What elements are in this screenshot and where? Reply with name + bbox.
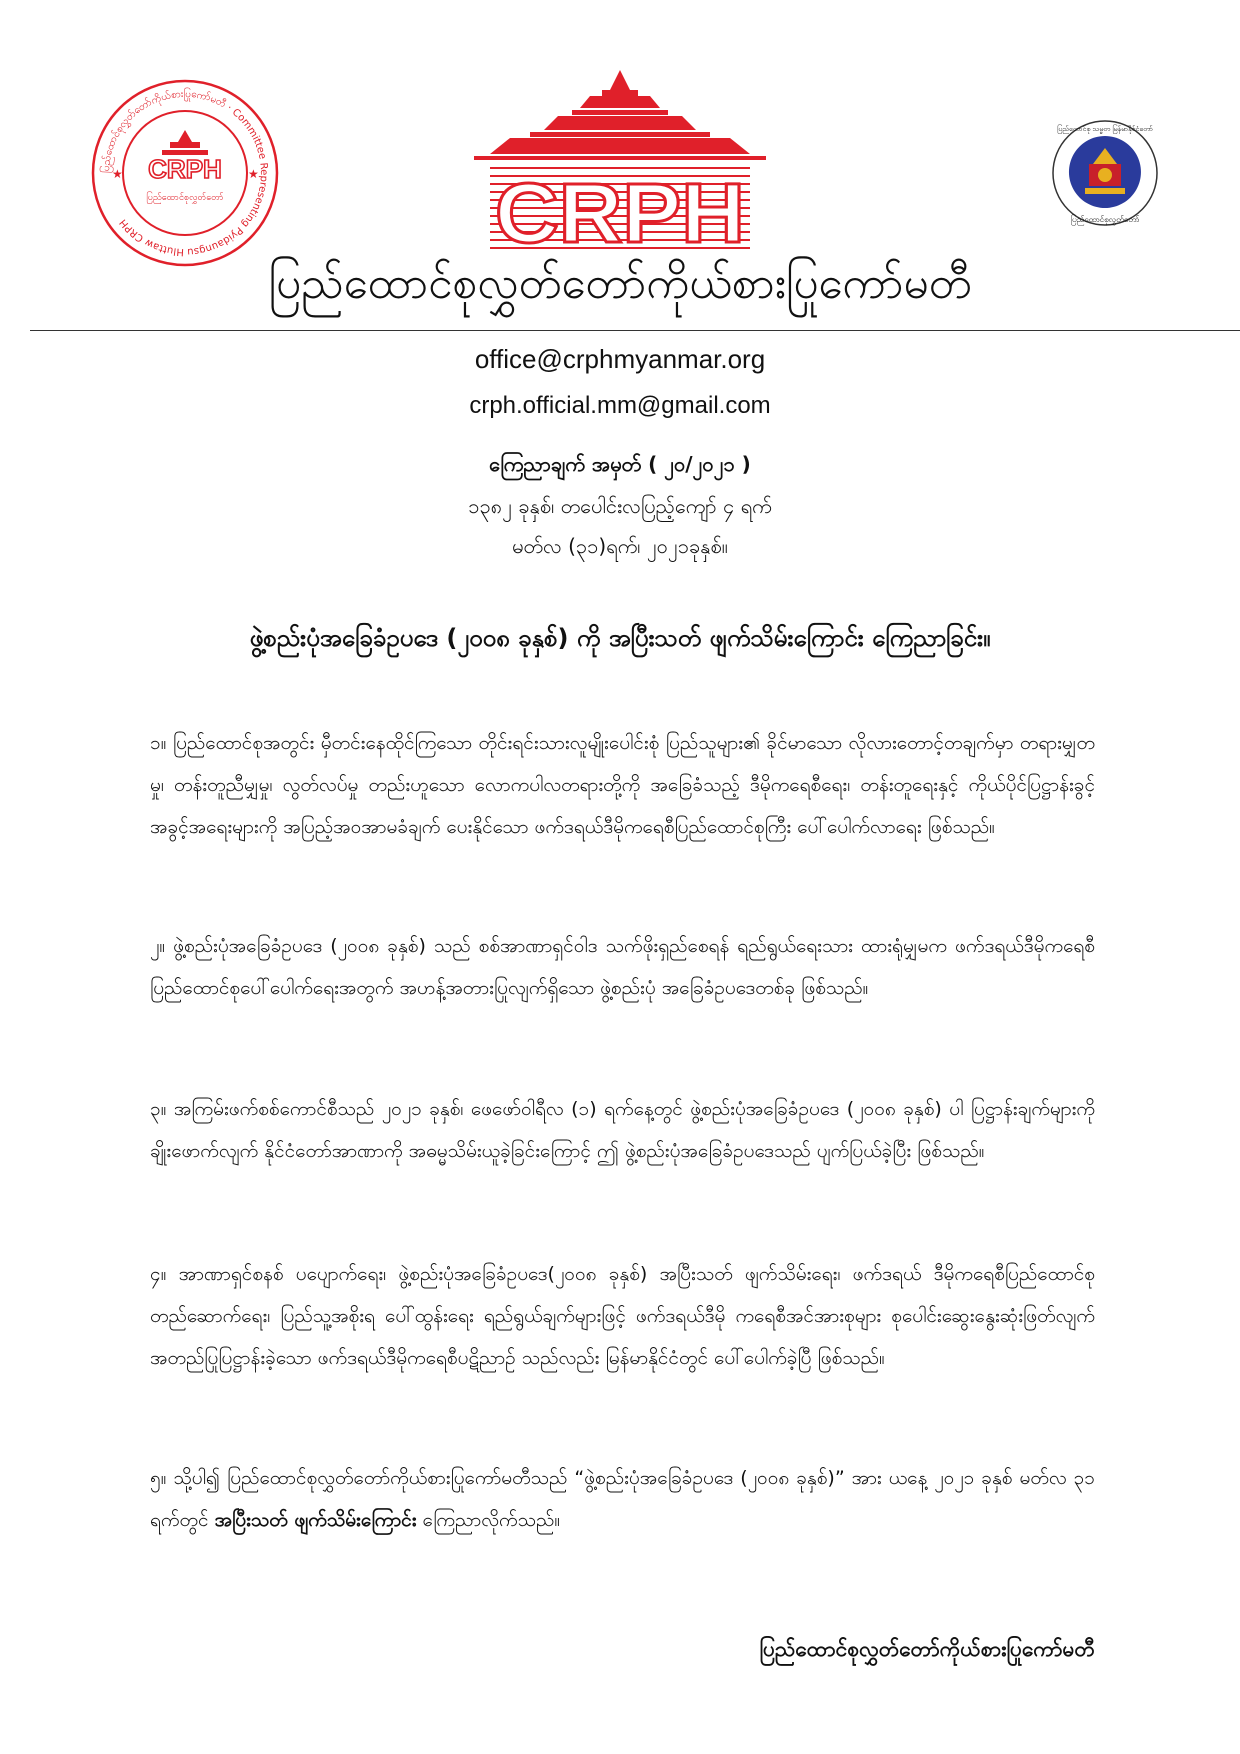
seal-temple-icon: [162, 130, 208, 155]
seal-ring-text: ပြည်ထောင်စုလွှတ်တော်ကိုယ်စားပြုကော်မတီ · Committee Representing Pyidaungsu Hluttaw CRPH: [100, 88, 270, 258]
office-email[interactable]: office@crphmyanmar.org: [474, 344, 766, 374]
paragraph-1: ၁။ ပြည်ထောင်စုအတွင်း မှီတင်းနေထိုင်ကြသော တိုင်းရင်းသားလူမျိုးပေါင်းစုံ ပြည်သူများ၏ ခိုင်မာသော လိုလားတောင့်တချက်မှာ တရားမျှတမှု၊ တန်းတူညီမျှမှု၊ လွတ်လပ်မှု တည်းဟူသော လောကပါလတရားတို့ကို အခြေခံသည့် ဒီမိုကရေစီရေး၊ တန်းတူရေးနှင့် ကိုယ်ပိုင်ပြဋ္ဌာန်းခွင့် အခွင့်အရေးများကို အပြည့်အဝအာမခံချက် ပေးနိုင်သော ဖက်ဒရယ်ဒီမိုကရေစီပြည်ထောင်စုကြီး ပေါ်ပေါက်လာရေး ဖြစ်သည်။: [150, 732, 1095, 838]
paragraph-4: ၄။ အာဏာရှင်စနစ် ပပျောက်ရေး၊ ဖွဲ့စည်းပုံအခြေခံဥပဒေ(၂၀၀၈ ခုနှစ်) အပြီးသတ် ဖျက်သိမ်းရေး၊ ဖက်ဒရယ် ဒီမိုကရေစီပြည်ထောင်စု တည်ဆောက်ရေး၊ ပြည်သူ့အစိုးရ ပေါ်ထွန်းရေး ရည်ရွယ်ချက်များဖြင့် ဖက်ဒရယ်ဒီမို ကရေစီအင်အားစုများ စုပေါင်းဆွေးနွေးဆုံးဖြတ်လျက် အတည်ပြုပြဋ္ဌာန်းခဲ့သော ဖက်ဒရယ်ဒီမိုကရေစီပဋိညာဉ် သည်လည်း မြန်မာနိုင်ငံတွင် ပေါ်ပေါက်ခဲ့ပြီ ဖြစ်သည်။: [150, 1263, 1095, 1369]
paragraph-5-text: ၅။ သို့ပါ၍ ပြည်ထောင်စုလွှတ်တော်ကိုယ်စားပြုကော်မတီသည် “ဖွဲ့စည်းပုံအခြေခံဥပဒေ (၂၀၀၈ ခုနှစ်)” အား ယနေ့ ၂၀၂၁ ခုနှစ် မတ်လ ၃၁ ရက်တွင်: [150, 1467, 1095, 1531]
logo-text: CRPH: [495, 166, 745, 255]
paragraph-3: ၃။ အကြမ်းဖက်စစ်ကောင်စီသည် ၂၀၂၁ ခုနှစ်၊ ဖေဖော်ဝါရီလ (၁) ရက်နေ့တွင် ဖွဲ့စည်းပုံအခြေခံဥပဒေ (၂၀၀၈ ခုနှစ်) ပါ ပြဋ္ဌာန်းချက်များကို ချိုးဖောက်လျက် နိုင်ငံတော်အာဏာကို အဓမ္မသိမ်းယူခဲ့ခြင်းကြောင့် ဤ ဖွဲ့စည်းပုံအခြေခံဥပဒေသည် ပျက်ပြယ်ခဲ့ပြီး ဖြစ်သည်။: [150, 1098, 1095, 1162]
header-divider: [30, 330, 1240, 331]
svg-text:★: ★: [248, 167, 259, 181]
announcement-number: ကြေညာချက် အမှတ် ( ၂၀/၂၀၂၁ ): [489, 452, 751, 476]
seal-center-text: CRPH: [148, 154, 222, 184]
svg-text:★: ★: [112, 167, 123, 181]
announcement-date-gregorian: မတ်လ (၃၁)ရက်၊ ၂၀၂၁ခုနှစ်။: [512, 534, 728, 558]
paragraph-5-ending: ကြေညာလိုက်သည်။: [416, 1509, 561, 1531]
organization-title: ပြည်ထောင်စုလွှတ်တော်ကိုယ်စားပြုကော်မတီ: [268, 258, 972, 309]
signature-block: ပြည်ထောင်စုလွှတ်တော်ကိုယ်စားပြုကော်မတီ: [759, 1637, 1095, 1661]
official-email[interactable]: crph.official.mm@gmail.com: [469, 392, 771, 419]
temple-roof-icon: [474, 70, 766, 160]
paragraph-2: ၂။ ဖွဲ့စည်းပုံအခြေခံဥပဒေ (၂၀၀၈ ခုနှစ်) သည် စစ်အာဏာရှင်ဝါဒ သက်ဖိုးရှည်စေရန် ရည်ရွယ်ရေးသား ထားရုံမျှမက ဖက်ဒရယ်ဒီမိုကရေစီပြည်ထောင်စုပေါ်ပေါက်ရေးအတွက် အဟန့်အတားပြုလျက်ရှိသော ဖွဲ့စည်းပုံ အခြေခံဥပဒေတစ်ခု ဖြစ်သည်။: [150, 935, 1095, 999]
crph-round-seal: [90, 78, 280, 268]
paragraph-5: [150, 1457, 1095, 1541]
document-title: ဖွဲ့စည်းပုံအခြေခံဥပဒေ (၂၀၀၈ ခုနှစ်) ကို အပြီးသတ် ဖျက်သိမ်းကြောင်း ကြေညာခြင်း။: [249, 624, 991, 652]
seal-right-caption: ပြည်ထောင်စုလွှတ်တော်: [1070, 215, 1140, 224]
paragraph-5-emphasis: အပြီးသတ် ဖျက်သိမ်းကြောင်း: [214, 1509, 417, 1531]
crph-logo: [460, 70, 780, 255]
seal-right-top-text: ပြည်ထောင်စု သမ္မတ မြန်မာနိုင်ငံတော်: [1057, 125, 1153, 133]
seal-caption: ပြည်ထောင်စုလွှတ်တော်: [146, 193, 224, 203]
announcement-date-myanmar: ၁၃၈၂ ခုနှစ်၊ တပေါင်းလပြည့်ကျော် ၄ ရက်: [468, 494, 772, 518]
pyidaungsu-hluttaw-seal: [1045, 118, 1165, 233]
